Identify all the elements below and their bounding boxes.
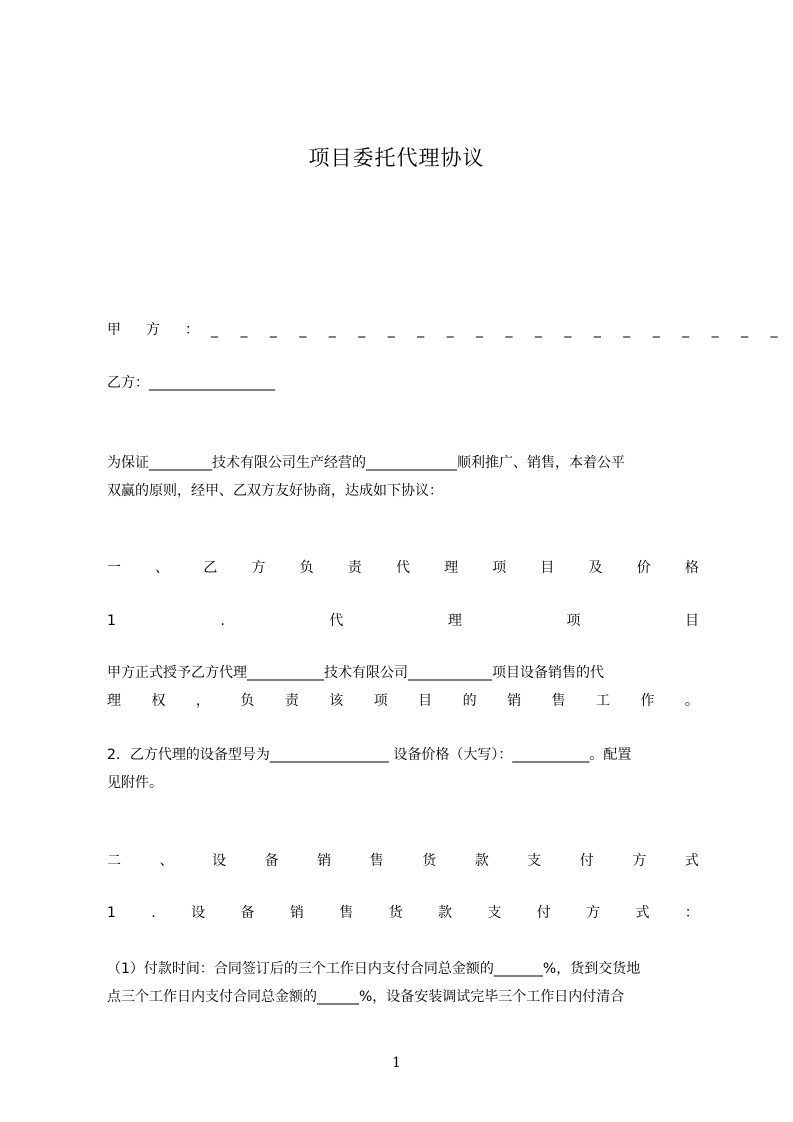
heading-char: 式 bbox=[635, 905, 650, 921]
heading-char: 售 bbox=[369, 853, 384, 869]
heading-char: 及 bbox=[588, 560, 603, 576]
item-2-paragraph bbox=[107, 741, 699, 797]
party-a-line bbox=[107, 316, 787, 344]
party-a-char: 甲 bbox=[107, 322, 121, 338]
heading-char: 格 bbox=[684, 560, 699, 576]
heading-char: 备 bbox=[264, 853, 279, 869]
party-a-blank: _ _ _ _ _ _ _ _ _ _ _ _ _ _ _ _ _ _ _ _ bbox=[211, 322, 787, 338]
heading-char: 支 bbox=[487, 905, 502, 921]
paragraph-line: 点三个工作日内支付合同总金额的______%，设备安装调试完毕三个工作日内付清合 bbox=[107, 989, 625, 1005]
paragraph-line-justified bbox=[107, 687, 699, 715]
paragraph-char: 权 bbox=[151, 693, 166, 709]
payment-paragraph bbox=[107, 955, 699, 1011]
document-title: 项目委托代理协议 bbox=[308, 146, 485, 170]
heading-char: 代 bbox=[395, 560, 410, 576]
paragraph-char: 该 bbox=[329, 693, 344, 709]
heading-char: 理 bbox=[444, 560, 459, 576]
heading-char: 1 bbox=[107, 613, 116, 629]
heading-char: 二 bbox=[107, 853, 121, 869]
heading-char: 、 bbox=[155, 560, 170, 576]
heading-char: 负 bbox=[299, 560, 314, 576]
heading-char: 付 bbox=[536, 905, 551, 921]
heading-char: 项 bbox=[492, 560, 507, 576]
heading-char: 货 bbox=[388, 905, 403, 921]
page-number: 1 bbox=[392, 1055, 401, 1071]
heading-char: 设 bbox=[191, 905, 206, 921]
item-1-heading bbox=[107, 607, 699, 635]
paragraph-char: 作 bbox=[640, 693, 655, 709]
party-a-char: ： bbox=[185, 322, 199, 338]
heading-char: 支 bbox=[527, 853, 542, 869]
party-a-label bbox=[107, 316, 199, 344]
paragraph-line: 2．乙方代理的设备型号为_________________ 设备价格（大写）：___________。配置 bbox=[107, 747, 632, 763]
item-1-paragraph bbox=[107, 659, 699, 715]
heading-char: 付 bbox=[579, 853, 594, 869]
paragraph-char: 负 bbox=[240, 693, 255, 709]
heading-char: 目 bbox=[684, 613, 699, 629]
heading-char: 款 bbox=[438, 905, 452, 921]
heading-char: 代 bbox=[329, 613, 344, 629]
paragraph-char: 项 bbox=[373, 693, 388, 709]
paragraph-char: 工 bbox=[595, 693, 610, 709]
heading-char: 方 bbox=[632, 853, 647, 869]
paragraph-line: （1）付款时间：合同签订后的三个工作日内支付合同总金额的_______%，货到交货地 bbox=[107, 961, 641, 977]
heading-char: . bbox=[220, 613, 225, 629]
heading-char: 1 bbox=[107, 905, 116, 921]
heading-char: 乙 bbox=[203, 560, 218, 576]
paragraph-char: 目 bbox=[418, 693, 433, 709]
paragraph-line: 甲方正式授予乙方代理___________技术有限公司____________项目设备销售的代 bbox=[107, 665, 604, 681]
intro-paragraph bbox=[107, 449, 699, 505]
paragraph-char: 售 bbox=[551, 693, 566, 709]
heading-char: 一 bbox=[107, 560, 121, 576]
paragraph-char: 的 bbox=[462, 693, 477, 709]
paragraph-char: ， bbox=[195, 693, 210, 709]
party-a-char: 方 bbox=[146, 322, 160, 338]
heading-char: 目 bbox=[540, 560, 555, 576]
intro-line: 为保证_________技术有限公司生产经营的_____________顺利推广、销售，本着公平 bbox=[107, 455, 625, 471]
paragraph-char: 理 bbox=[107, 693, 121, 709]
subsection-1-heading bbox=[107, 899, 699, 927]
paragraph-char: 。 bbox=[684, 693, 699, 709]
paragraph-char: 责 bbox=[284, 693, 299, 709]
heading-char: 方 bbox=[251, 560, 266, 576]
heading-char: 、 bbox=[159, 853, 174, 869]
heading-char: . bbox=[151, 905, 156, 921]
heading-char: 方 bbox=[586, 905, 601, 921]
heading-char: 售 bbox=[339, 905, 354, 921]
intro-line: 双赢的原则，经甲、乙双方友好协商，达成如下协议： bbox=[107, 483, 443, 499]
paragraph-char: 销 bbox=[507, 693, 522, 709]
paragraph-line: 见附件。 bbox=[107, 775, 163, 791]
heading-char: 项 bbox=[566, 613, 581, 629]
heading-char: 设 bbox=[212, 853, 227, 869]
heading-char: 销 bbox=[317, 853, 332, 869]
heading-char: 理 bbox=[447, 613, 462, 629]
section-2-heading bbox=[107, 847, 699, 875]
heading-char: 销 bbox=[289, 905, 304, 921]
party-b-line: 乙方：__________________ bbox=[107, 375, 275, 391]
heading-char: 货 bbox=[422, 853, 437, 869]
heading-char: 备 bbox=[240, 905, 255, 921]
heading-char: 责 bbox=[347, 560, 362, 576]
heading-char: 式 bbox=[684, 853, 699, 869]
heading-char: ： bbox=[684, 905, 699, 921]
heading-char: 款 bbox=[474, 853, 489, 869]
heading-char: 价 bbox=[636, 560, 651, 576]
section-1-heading bbox=[107, 554, 699, 582]
